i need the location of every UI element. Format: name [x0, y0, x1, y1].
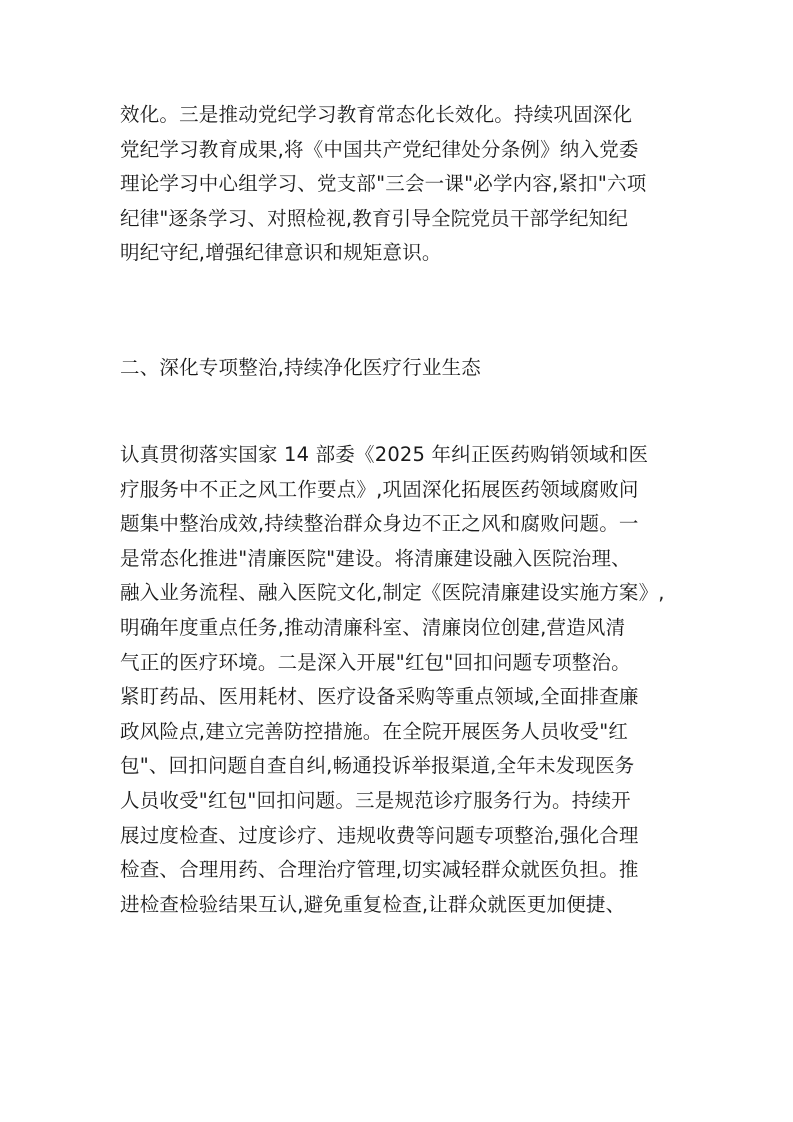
paragraph-line: 融入业务流程、融入医院文化,制定《医院清廉建设实施方案》,: [120, 581, 665, 605]
paragraph-line: 明纪守纪,增强纪律意识和规矩意识。: [120, 241, 442, 265]
paragraph-line: 包"、回扣问题自查自纠,畅通投诉举报渠道,全年未发现医务: [120, 754, 635, 778]
paragraph-line: 题集中整治成效,持续整治群众身边不正之风和腐败问题。一: [120, 512, 639, 536]
paragraph-line: 理论学习中心组学习、党支部"三会一课"必学内容,紧扣"六项: [120, 172, 647, 196]
paragraph-line: 效化。三是推动党纪学习教育常态化长效化。持续巩固深化: [120, 103, 633, 126]
paragraph-line: 纪律"逐条学习、对照检视,教育引导全院党员干部学纪知纪: [120, 206, 629, 230]
paragraph-line: 紧盯药品、医用耗材、医疗设备采购等重点领域,全面排查廉: [120, 685, 639, 709]
paragraph-discipline-education: [120, 98, 680, 271]
paragraph-line: 认真贯彻落实国家 14 部委《2025 年纠正医药购销领域和医: [120, 443, 649, 466]
section-heading: [120, 351, 680, 386]
paragraph-line: 气正的医疗环境。二是深入开展"红包"回扣问题专项整治。: [120, 650, 631, 674]
paragraph-line: 党纪学习教育成果,将《中国共产党纪律处分条例》纳入党委: [120, 137, 639, 161]
section-heading-text: 二、深化专项整治,持续净化医疗行业生态: [120, 356, 481, 379]
paragraph-line: 明确年度重点任务,推动清廉科室、清廉岗位创建,营造风清: [120, 615, 626, 639]
paragraph-line: 疗服务中不正之风工作要点》,巩固深化拓展医药领域腐败问: [120, 477, 639, 501]
paragraph-line: 人员收受"红包"回扣问题。三是规范诊疗服务行为。持续开: [120, 788, 631, 812]
paragraph-line: 是常态化推进"清廉医院"建设。将清廉建设融入医院治理、: [120, 546, 631, 570]
paragraph-line: 展过度检查、过度诊疗、违规收费等问题专项整治,强化合理: [120, 823, 639, 847]
paragraph-line: 政风险点,建立完善防控措施。在全院开展医务人员收受"红: [120, 719, 629, 743]
paragraph-line: 检查、合理用药、合理治疗管理,切实减轻群众就医负担。推: [120, 858, 639, 882]
paragraph-line: 进检查检验结果互认,避免重复检查,让群众就医更加便捷、: [120, 892, 626, 916]
paragraph-special-rectification: [120, 438, 680, 922]
